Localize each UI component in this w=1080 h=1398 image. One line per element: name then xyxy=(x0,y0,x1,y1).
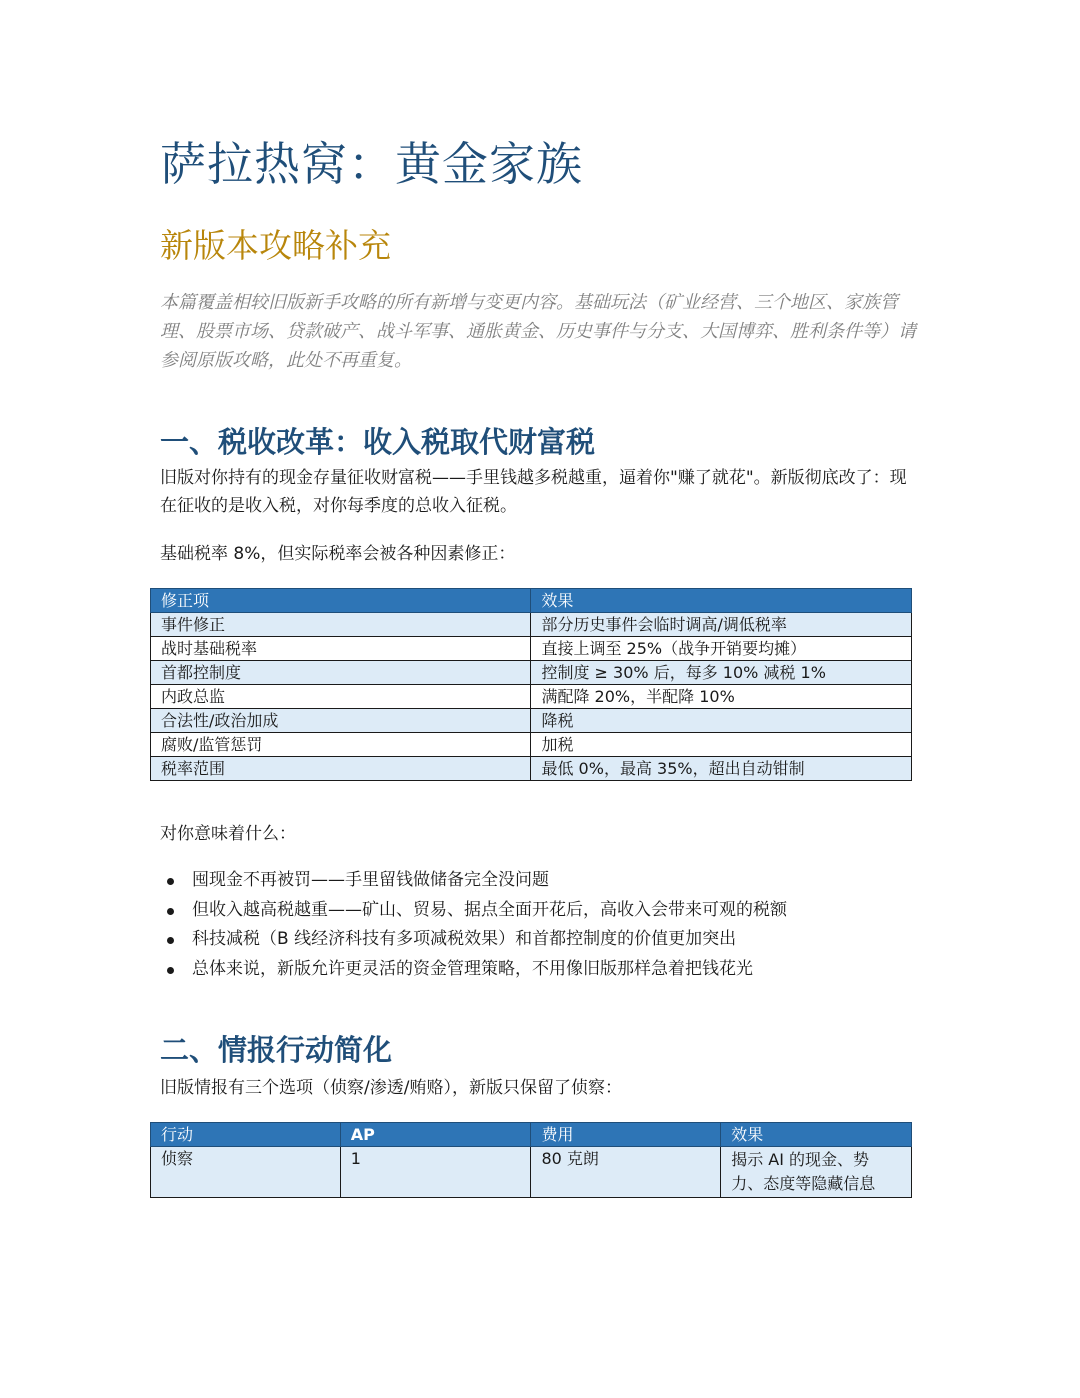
section2-heading: 二、情报行动简化 xyxy=(160,1033,393,1067)
table-header-cell: AP xyxy=(340,1123,531,1147)
list-item-text: 囤现金不再被罚——手里留钱做储备完全没问题 xyxy=(192,870,549,890)
table-cell: 1 xyxy=(340,1147,531,1198)
list-item xyxy=(160,925,787,955)
table-header-cell: 效果 xyxy=(531,589,912,613)
table-row xyxy=(151,709,912,733)
table-cell: 80 克朗 xyxy=(531,1147,721,1198)
bullet-icon xyxy=(167,967,174,974)
table-cell: 首都控制度 xyxy=(151,661,531,685)
bullet-icon xyxy=(167,878,174,885)
table-header-cell: 修正项 xyxy=(151,589,531,613)
table-cell: 腐败/监管惩罚 xyxy=(151,733,531,757)
list-item-text: 但收入越高税越重——矿山、贸易、据点全面开花后，高收入会带来可观的税额 xyxy=(192,899,787,920)
section1-heading: 一、税收改革：收入税取代财富税 xyxy=(160,425,596,459)
implications-list xyxy=(160,866,787,984)
table-cell: 最低 0%，最高 35%，超出自动钳制 xyxy=(531,757,912,781)
table-cell: 控制度 ≥ 30% 后，每多 10% 减税 1% xyxy=(531,661,912,685)
table-cell: 事件修正 xyxy=(151,613,531,637)
section1-para2: 基础税率 8%，但实际税率会被各种因素修正： xyxy=(160,544,516,564)
table-cell: 揭示 AI 的现金、势力、态度等隐藏信息 xyxy=(721,1147,912,1198)
table-cell: 合法性/政治加成 xyxy=(151,709,531,733)
table-cell: 税率范围 xyxy=(151,757,531,781)
table-header-cell: 费用 xyxy=(531,1123,721,1147)
table-header-row xyxy=(151,1123,912,1147)
document-title: 萨拉热窝：黄金家族 xyxy=(160,137,583,191)
table-cell: 降税 xyxy=(531,709,912,733)
table-row xyxy=(151,613,912,637)
list-item xyxy=(160,866,787,896)
table-cell: 直接上调至 25%（战争开销要均摊） xyxy=(531,637,912,661)
table-cell: 加税 xyxy=(531,733,912,757)
table-row xyxy=(151,661,912,685)
intro-paragraph: 本篇覆盖相较旧版新手攻略的所有新增与变更内容。基础玩法（矿业经营、三个地区、家族管理、股票市场、贷款破产、战斗军事、通胀黄金、历史事件与分支、大国博弈、胜利条件等）请参阅原版攻略，此处不再重复。 xyxy=(160,292,916,371)
tax-modifier-table xyxy=(150,588,912,781)
list-item-text: 总体来说，新版允许更灵活的资金管理策略，不用像旧版那样急着把钱花光 xyxy=(192,958,753,979)
list-item-text: 科技减税（B 线经济科技有多项减税效果）和首都控制度的价值更加突出 xyxy=(192,929,737,949)
table-row xyxy=(151,637,912,661)
intel-action-table xyxy=(150,1122,912,1198)
table-cell: 内政总监 xyxy=(151,685,531,709)
bullet-icon xyxy=(167,937,174,944)
bullet-icon xyxy=(167,908,174,915)
table-header-cell: 效果 xyxy=(721,1123,912,1147)
table-cell: 侦察 xyxy=(151,1147,341,1198)
list-item xyxy=(160,896,787,926)
table-row xyxy=(151,733,912,757)
table-row xyxy=(151,1147,912,1198)
list-item xyxy=(160,955,787,985)
document-subtitle: 新版本攻略补充 xyxy=(160,226,391,265)
meaning-label: 对你意味着什么： xyxy=(160,824,296,844)
section2-para1: 旧版情报有三个选项（侦察/渗透/贿赂），新版只保留了侦察： xyxy=(160,1078,622,1098)
table-cell: 部分历史事件会临时调高/调低税率 xyxy=(531,613,912,637)
table-header-cell: 行动 xyxy=(151,1123,341,1147)
table-cell: 战时基础税率 xyxy=(151,637,531,661)
table-header-row xyxy=(151,589,912,613)
table-row xyxy=(151,685,912,709)
section1-para1: 旧版对你持有的现金存量征收财富税——手里钱越多税越重，逼着你"赚了就花"。新版彻底改了：现在征收的是收入税，对你每季度的总收入征税。 xyxy=(160,468,907,516)
table-row xyxy=(151,757,912,781)
table-cell: 满配降 20%，半配降 10% xyxy=(531,685,912,709)
